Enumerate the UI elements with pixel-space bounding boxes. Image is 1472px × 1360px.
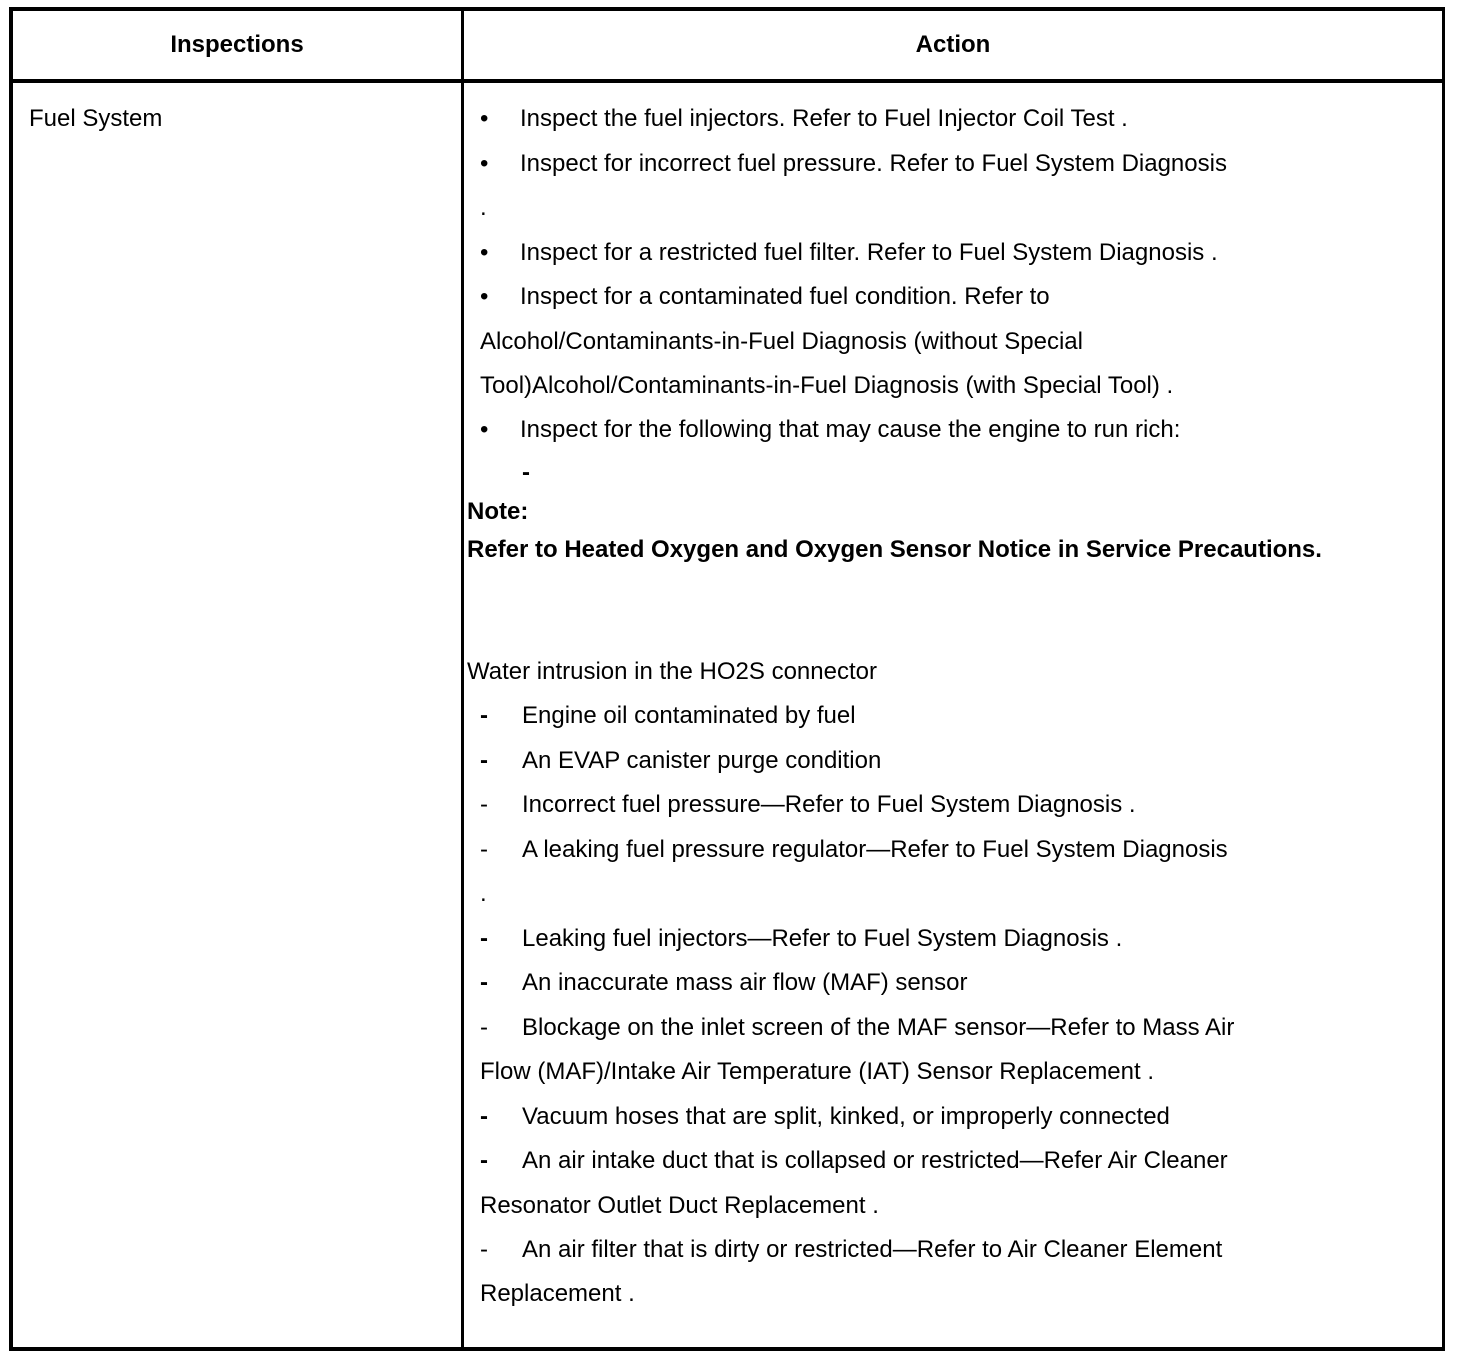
- bullet-continuation: .: [480, 194, 487, 221]
- dash-marker: -: [480, 791, 488, 818]
- dash-text: Blockage on the inlet screen of the MAF sensor—Refer to Mass Air: [522, 1014, 1235, 1041]
- bullet-marker: •: [480, 239, 489, 266]
- dash-text: An inaccurate mass air flow (MAF) sensor: [522, 969, 968, 996]
- dash-continuation: .: [480, 880, 487, 907]
- dash-continuation: Resonator Outlet Duct Replacement .: [480, 1192, 879, 1219]
- table-header-row: [13, 11, 1442, 83]
- bullet-marker: •: [480, 105, 489, 132]
- dash-marker: -: [480, 836, 488, 863]
- bullet-text: Inspect for a restricted fuel filter. Refer to Fuel System Diagnosis .: [520, 239, 1218, 266]
- dash-text: An air intake duct that is collapsed or restricted—Refer Air Cleaner: [522, 1147, 1228, 1174]
- dash-marker: -: [480, 747, 488, 774]
- dash-text: A leaking fuel pressure regulator—Refer to Fuel System Diagnosis: [522, 836, 1228, 863]
- header-inspections: Inspections: [170, 31, 304, 58]
- table-row: [13, 83, 1442, 1347]
- dash-marker: -: [480, 925, 488, 952]
- dash-text: An air filter that is dirty or restricted—Refer to Air Cleaner Element: [522, 1236, 1223, 1263]
- bullet-text: Inspect the fuel injectors. Refer to Fuel Injector Coil Test .: [520, 105, 1128, 132]
- bullet-marker: •: [480, 283, 489, 310]
- empty-dash-marker: -: [522, 459, 530, 486]
- note-label: Note:: [467, 498, 529, 525]
- dash-text: Engine oil contaminated by fuel: [522, 702, 856, 729]
- dash-continuation: Flow (MAF)/Intake Air Temperature (IAT) Sensor Replacement .: [480, 1058, 1155, 1085]
- action-cell: [464, 83, 1442, 1347]
- dash-text: Incorrect fuel pressure—Refer to Fuel System Diagnosis .: [522, 791, 1136, 818]
- dash-text: An EVAP canister purge condition: [522, 747, 882, 774]
- dash-text: Vacuum hoses that are split, kinked, or improperly connected: [522, 1103, 1170, 1130]
- dash-marker: -: [480, 702, 488, 729]
- dash-marker: -: [480, 1103, 488, 1130]
- plain-line: Water intrusion in the HO2S connector: [467, 658, 877, 685]
- dash-marker: -: [480, 1014, 488, 1041]
- dash-marker: -: [480, 1147, 488, 1174]
- bullet-continuation: Tool)Alcohol/Contaminants-in-Fuel Diagnosis (with Special Tool) .: [480, 372, 1174, 399]
- bullet-marker: •: [480, 150, 489, 177]
- inspection-table: [9, 7, 1445, 1351]
- bullet-text: Inspect for a contaminated fuel condition. Refer to: [520, 283, 1050, 310]
- header-action: Action: [915, 31, 991, 58]
- note-text: Refer to Heated Oxygen and Oxygen Sensor Notice in Service Precautions.: [467, 536, 1322, 563]
- dash-text: Leaking fuel injectors—Refer to Fuel System Diagnosis .: [522, 925, 1123, 952]
- bullet-marker: •: [480, 416, 489, 443]
- dash-marker: -: [480, 1236, 488, 1263]
- dash-continuation: Replacement .: [480, 1280, 635, 1307]
- bullet-text: Inspect for incorrect fuel pressure. Refer to Fuel System Diagnosis: [520, 150, 1227, 177]
- bullet-continuation: Alcohol/Contaminants-in-Fuel Diagnosis (without Special: [480, 328, 1083, 355]
- inspection-cell: Fuel System: [29, 105, 163, 132]
- dash-marker: -: [480, 969, 488, 996]
- bullet-text: Inspect for the following that may cause the engine to run rich:: [520, 416, 1181, 443]
